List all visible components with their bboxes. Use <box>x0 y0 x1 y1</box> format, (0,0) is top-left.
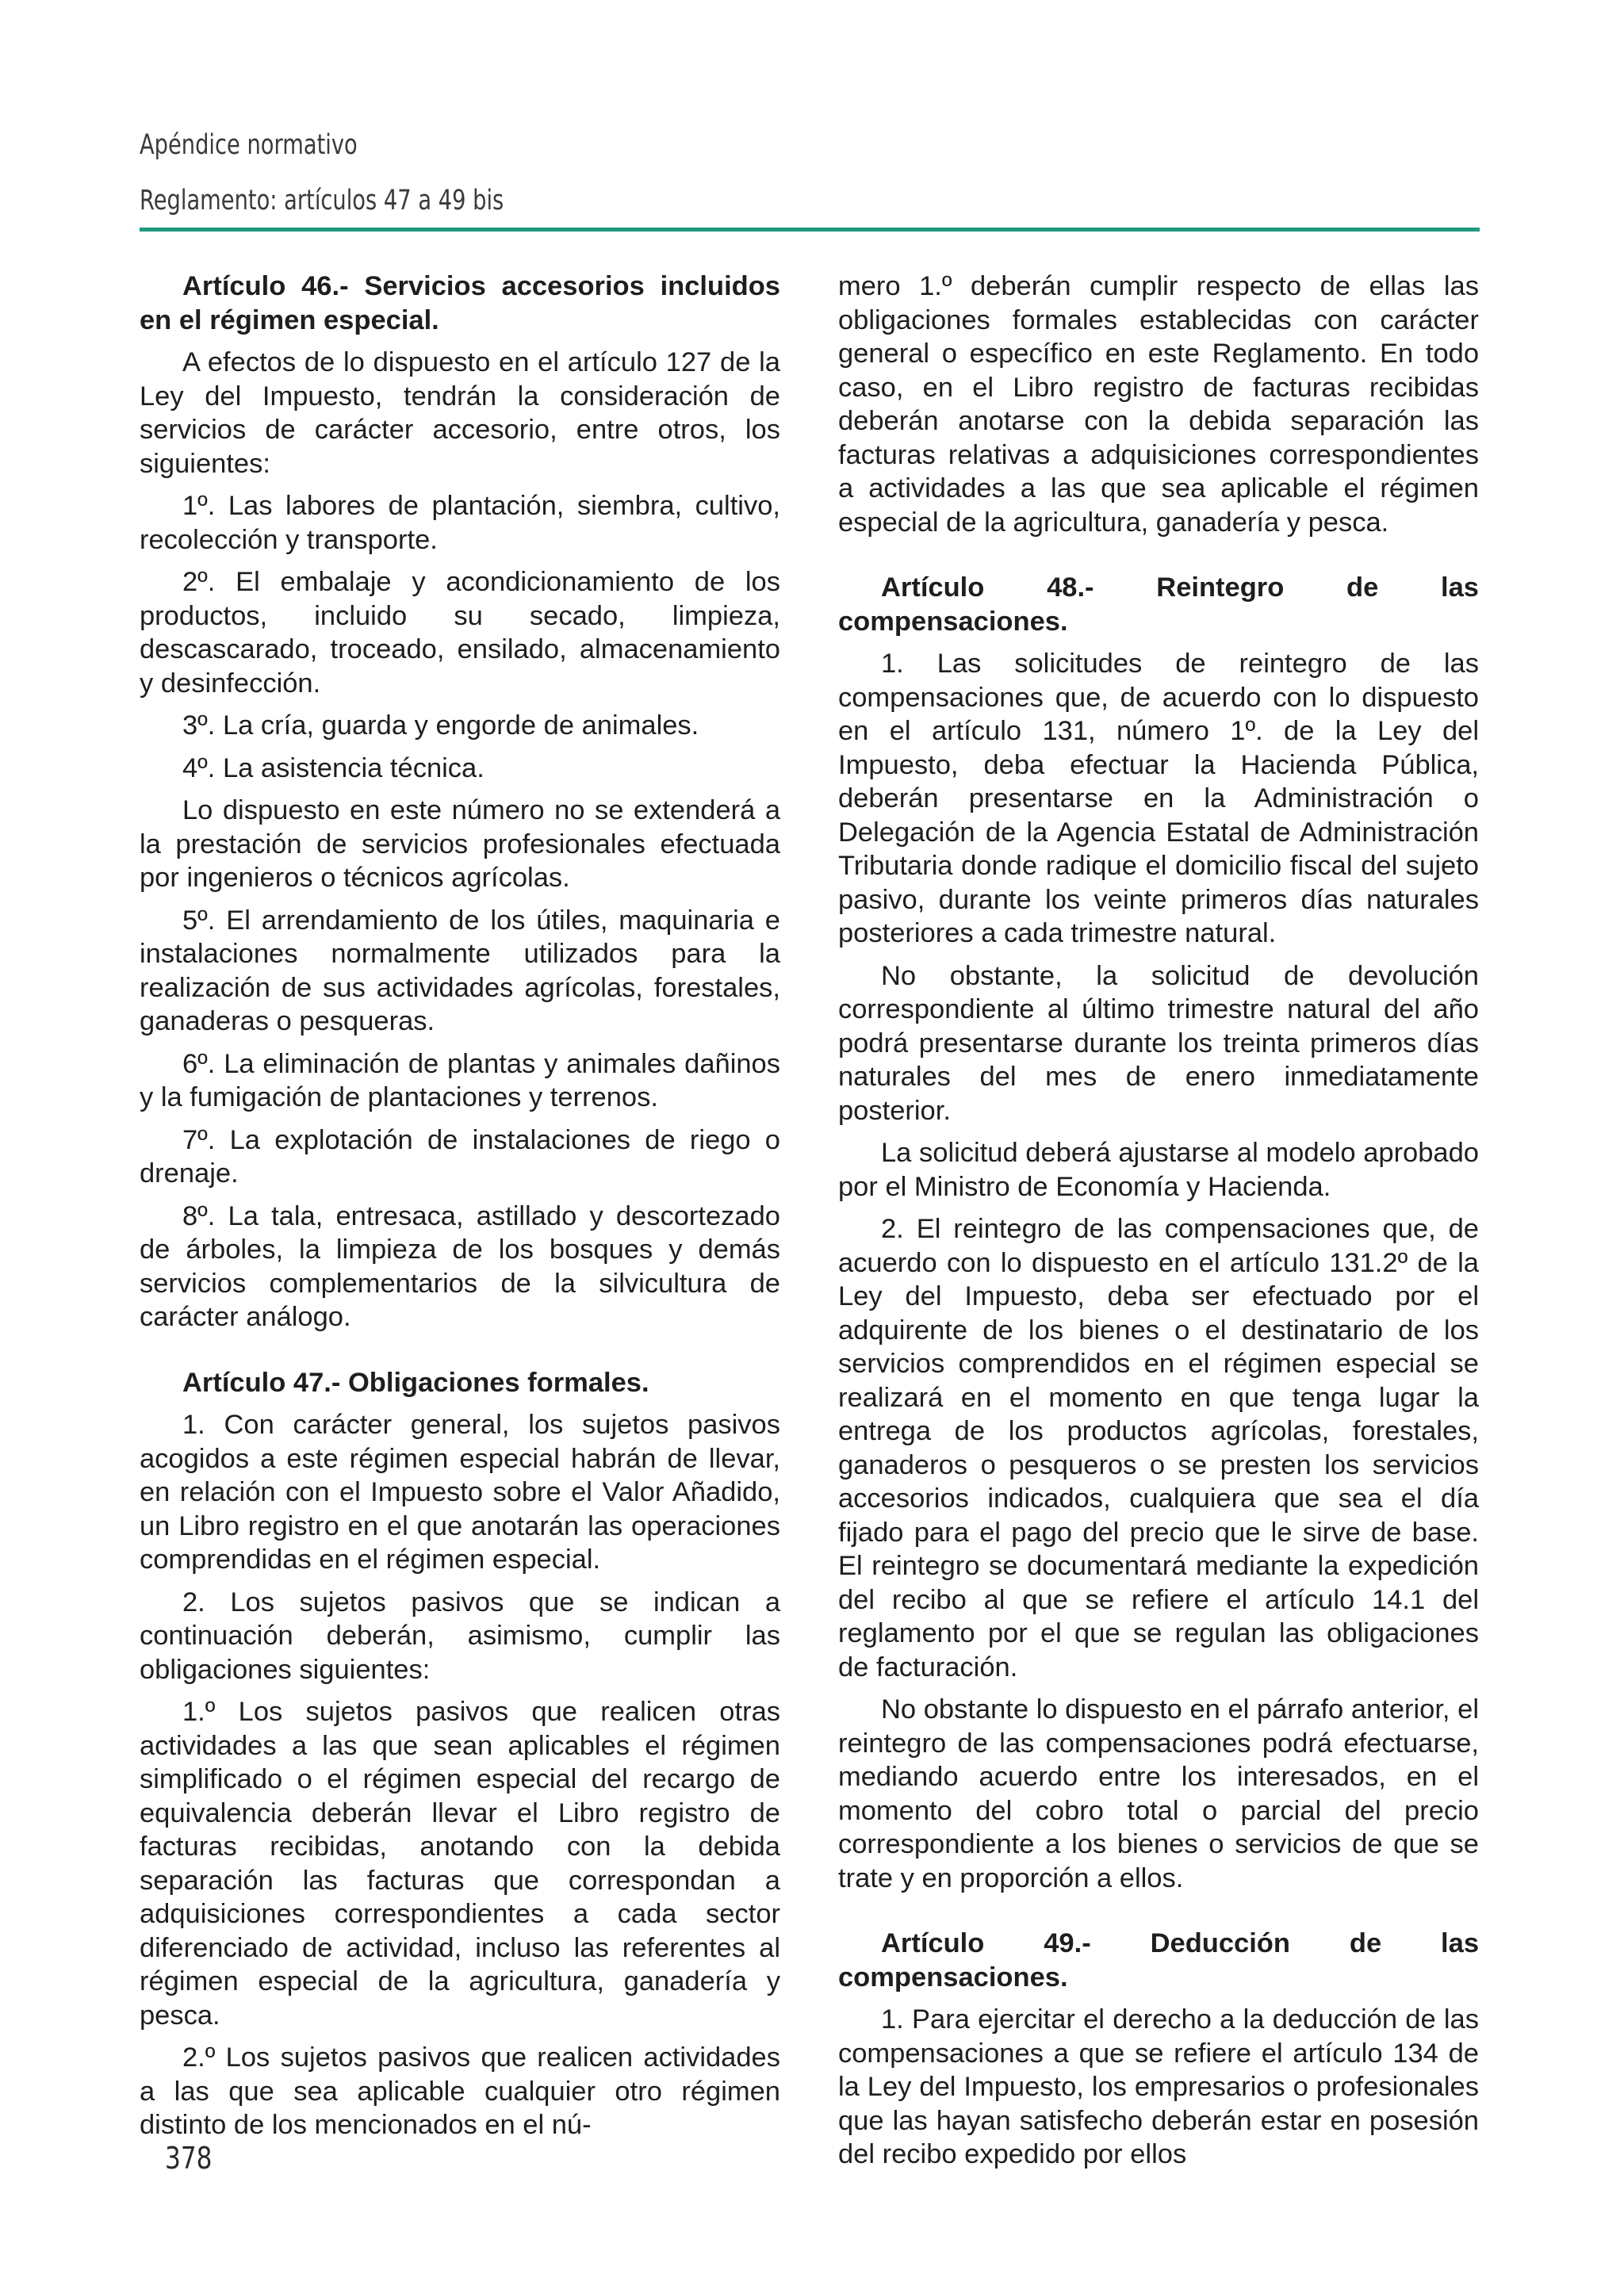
article-49-title: Artículo 49.- Deducción de las compensaciones. <box>838 1928 1479 1992</box>
paragraph: No obstante lo dispuesto en el párrafo anterior, el reintegro de las compensaciones podrá efectuarse, mediando acuerdo entre los interesados, en el momento del cobro total o parcial del precio correspondiente a los bienes o servicios de que se trate y en proporción a ellos. <box>838 1694 1479 1893</box>
paragraph: 2. Los sujetos pasivos que se indican a continuación deberán, asimismo, cumplir las obligaciones siguientes: <box>140 1587 780 1685</box>
paragraph: 8º. La tala, entresaca, astillado y descortezado de árboles, la limpieza de los bosques y demás servicios complementarios de la silvicultura de carácter análogo. <box>140 1200 780 1332</box>
paragraph: A efectos de lo dispuesto en el artículo 127 de la Ley del Impuesto, tendrán la consideración de servicios de carácter accesorio, entre otros, los siguientes: <box>140 347 780 479</box>
paragraph: 2. El reintegro de las compensaciones que, de acuerdo con lo dispuesto en el artículo 131.2º de la Ley del Impuesto, deba ser efectuado por el adquirente de los bienes o el destinatario de los servicios comprendidos en el régimen especial se realizará en el momento en que tenga lugar la entrega de los productos agrícolas, forestales, ganaderos o pesqueros o se presten los servicios accesorios indicados, cualquiera que sea el día fijado para el pago del precio que le sirve de base. El reintegro se documentará mediante la expedición del recibo al que se refiere el artículo 14.1 del reglamento por el que se regulan las obligaciones de facturación. <box>838 1214 1479 1682</box>
paragraph: 3º. La cría, guarda y engorde de animales. <box>182 710 699 741</box>
paragraph: 2º. El embalaje y acondicionamiento de los productos, incluido su secado, limpieza, descascarado, troceado, ensilado, almacenamiento y desinfección. <box>140 567 780 699</box>
running-header <box>140 127 1480 219</box>
paragraph-continuation: mero 1.º deberán cumplir respecto de ellas las obligaciones formales establecidas con carácter general o específico en este Reglamento. En todo caso, en el Libro registro de facturas recibidas deberán anotarse con la debida separación las facturas relativas a adquisiciones correspondientes a actividades a las que sea aplicable el régimen especial de la agricultura, ganadería y pesca. <box>838 271 1479 538</box>
paragraph: 1.º Los sujetos pasivos que realicen otras actividades a las que sean aplicables el régimen simplificado o el régimen especial del recargo de equivalencia deberán llevar el Libro registro de facturas recibidas, anotando con la debida separación las facturas que correspondan a adquisiciones correspondientes a cada sector diferenciado de actividad, incluso las referentes al régimen especial de la agricultura, ganadería y pesca. <box>140 1697 780 2031</box>
article-46-title: Artículo 46.- Servicios accesorios incluidos en el régimen especial. <box>140 271 780 335</box>
header-section: Apéndice normativo <box>140 129 358 161</box>
left-column <box>140 270 780 2151</box>
paragraph: Lo dispuesto en este número no se extenderá a la prestación de servicios profesionales efectuada por ingenieros o técnicos agrícolas. <box>140 795 780 893</box>
paragraph: 1. Con carácter general, los sujetos pasivos acogidos a este régimen especial habrán de llevar, en relación con el Impuesto sobre el Valor Añadido, un Libro registro en el que anotarán las operaciones comprendidas en el régimen especial. <box>140 1410 780 1575</box>
paragraph: 1. Las solicitudes de reintegro de las compensaciones que, de acuerdo con lo dispuesto en el artículo 131, número 1º. de la Ley del Impuesto, deba efectuar la Hacienda Pública, deberán presentarse en la Administración o Delegación de la Agencia Estatal de Administración Tributaria donde radique el domicilio fiscal del sujeto pasivo, durante los veinte primeros días naturales posteriores a cada trimestre natural. <box>838 649 1479 948</box>
paragraph: 6º. La eliminación de plantas y animales dañinos y la fumigación de plantaciones y terrenos. <box>140 1048 780 1112</box>
paragraph: 5º. El arrendamiento de los útiles, maquinaria e instalaciones normalmente utilizados para la realización de sus actividades agrícolas, forestales, ganaderas o pesqueras. <box>140 905 780 1036</box>
paragraph: 4º. La asistencia técnica. <box>182 752 485 783</box>
paragraph: 1º. Las labores de plantación, siembra, cultivo, recolección y transporte. <box>140 491 780 555</box>
paragraph: 1. Para ejercitar el derecho a la deducción de las compensaciones a que se refiere el artículo 134 de la Ley del Impuesto, los empresarios o profesionales que las hayan satisfecho deberán estar en posesión del recibo expedido por ellos <box>838 2004 1479 2169</box>
right-column <box>838 270 1479 2180</box>
paragraph: 7º. La explotación de instalaciones de riego o drenaje. <box>140 1124 780 1189</box>
header-rule <box>140 228 1480 232</box>
paragraph: 2.º Los sujetos pasivos que realicen actividades a las que sea aplicable cualquier otro régimen distinto de los mencionados en el nú- <box>140 2042 780 2140</box>
article-48-title: Artículo 48.- Reintegro de las compensaciones. <box>838 572 1479 637</box>
paragraph: La solicitud deberá ajustarse al modelo aprobado por el Ministro de Economía y Hacienda. <box>838 1138 1479 1202</box>
article-47-title: Artículo 47.- Obligaciones formales. <box>182 1367 649 1398</box>
header-subsection: Reglamento: artículos 47 a 49 bis <box>140 185 504 216</box>
paragraph: No obstante, la solicitud de devolución correspondiente al último trimestre natural del año podrá presentarse durante los treinta primeros días naturales del mes de enero inmediatamente posterior. <box>838 960 1479 1126</box>
page-number: 378 <box>165 2141 213 2176</box>
